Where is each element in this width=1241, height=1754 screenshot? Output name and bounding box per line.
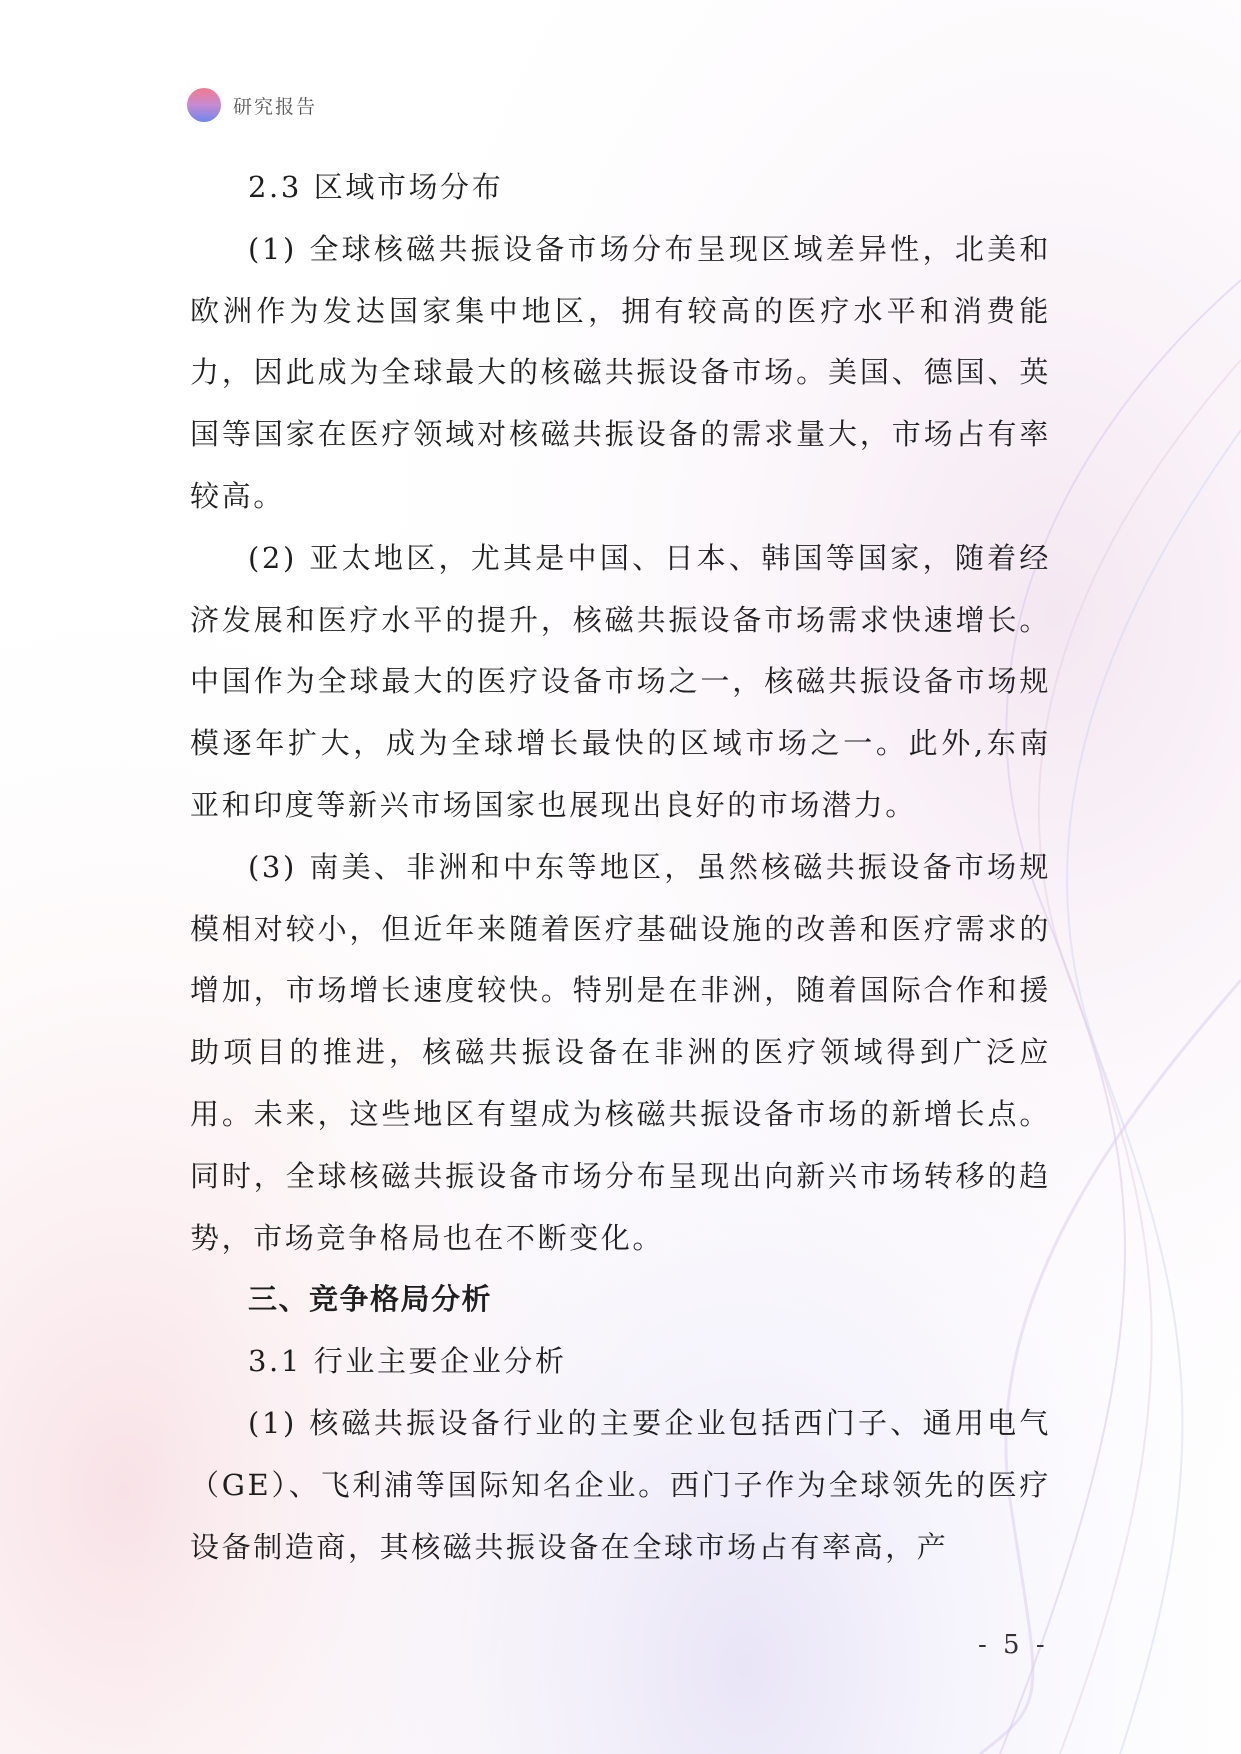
page-number: - 5 - [978, 1630, 1049, 1660]
paragraph-3: (3) 南美、非洲和中东等地区，虽然核磁共振设备市场规模相对较小，但近年来随着医疗基础设施的改善和医疗需求的增加，市场增长速度较快。特别是在非洲，随着国际合作和援助项目的推进，核磁共振设备在非洲的医疗领域得到广泛应用。未来，这些地区有望成为核磁共振设备市场的新增长点。同时，全球核磁共振设备市场分布呈现出向新兴市场转移的趋势，市场竞争格局也在不断变化。 [190, 849, 1051, 1255]
chapter-heading-3: 三、竞争格局分析 [248, 1282, 493, 1317]
logo-circle-icon [187, 88, 221, 122]
section-heading-3-1: 3.1 行业主要企业分析 [248, 1344, 567, 1379]
paragraph-4: (1) 核磁共振设备行业的主要企业包括西门子、通用电气（GE）、飞利浦等国际知名企业。西门子作为全球领先的医疗设备制造商，其核磁共振设备在全球市场占有率高，产 [190, 1405, 1051, 1564]
header-label: 研究报告 [233, 95, 318, 118]
report-header [187, 88, 317, 122]
paragraph-1: (1) 全球核磁共振设备市场分布呈现区域差异性，北美和欧洲作为发达国家集中地区，拥有较高的医疗水平和消费能力，因此成为全球最大的核磁共振设备市场。美国、德国、英国等国家在医疗领域对核磁共振设备的需求量大，市场占有率较高。 [190, 231, 1051, 513]
section-heading-2-3: 2.3 区域市场分布 [248, 170, 504, 204]
paragraph-2: (2) 亚太地区，尤其是中国、日本、韩国等国家，随着经济发展和医疗水平的提升，核磁共振设备市场需求快速增长。中国作为全球最大的医疗设备市场之一，核磁共振设备市场规模逐年扩大，成为全球增长最快的区域市场之一。此外,东南亚和印度等新兴市场国家也展现出良好的市场潜力。 [190, 540, 1051, 822]
document-body [190, 157, 1051, 1578]
